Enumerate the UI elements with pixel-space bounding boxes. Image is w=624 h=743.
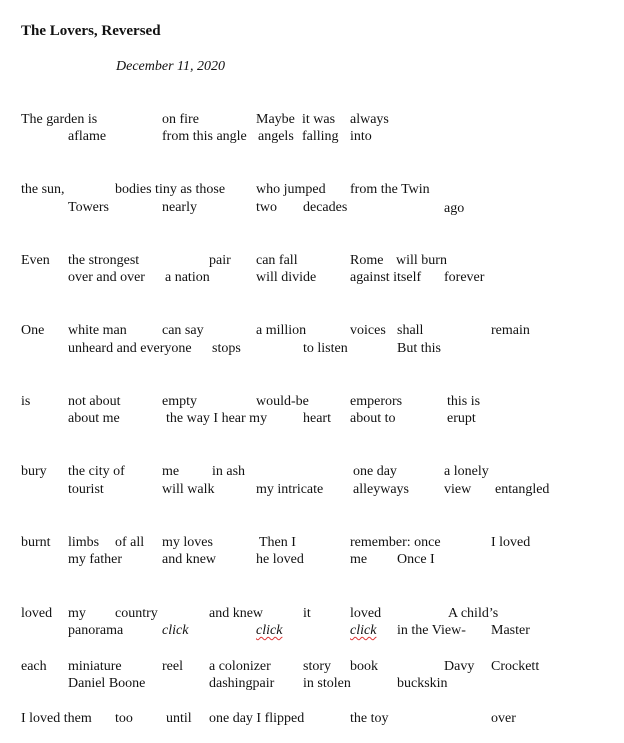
poem-word: erupt <box>447 411 476 426</box>
poem-word: view <box>444 482 472 497</box>
poem-word: Once I <box>397 552 435 567</box>
poem-word: heart <box>303 411 331 426</box>
poem-word: from the Twin <box>350 182 430 197</box>
poem-word: until <box>166 711 192 726</box>
poem-word: But this <box>397 341 441 356</box>
poem-word: I loved them <box>21 711 92 726</box>
poem-word: the way I hear my <box>166 411 268 426</box>
poem-word: stops <box>212 341 241 356</box>
poem-word: reel <box>162 659 183 674</box>
poem-word: loved <box>350 606 382 621</box>
poem-word: about to <box>350 411 396 426</box>
poem-word: tourist <box>68 482 104 497</box>
poem-word: it was <box>302 112 336 127</box>
poem-word: me <box>350 552 368 567</box>
poem-word: the strongest <box>68 253 140 268</box>
poem-word: click <box>256 623 283 638</box>
poem-word: white man <box>68 323 127 338</box>
poem-word: entangled <box>495 482 550 497</box>
poem-word: shall <box>397 323 424 338</box>
poem-word: empty <box>162 394 197 409</box>
poem-word: the toy <box>350 711 389 726</box>
poem-word: about me <box>68 411 120 426</box>
poem-word: click <box>162 623 189 638</box>
poem-word: two <box>256 200 277 215</box>
poem-word: Master <box>491 623 530 638</box>
poem-word: and knew <box>162 552 217 567</box>
poem-word: who jumped <box>256 182 326 197</box>
poem-word: A child’s <box>448 606 499 621</box>
poem-word: bury <box>21 464 47 479</box>
poem-word: alleyways <box>353 482 409 497</box>
poem-word: a lonely <box>444 464 489 479</box>
poem-word: unheard and everyone <box>68 341 192 356</box>
poem-word: I loved <box>491 535 531 550</box>
poem-word: a million <box>256 323 307 338</box>
poem-word: on fire <box>162 112 199 127</box>
poem-word: and knew <box>209 606 264 621</box>
poem-word: story <box>303 659 331 674</box>
poem-word: Even <box>21 253 50 268</box>
poem-word: panorama <box>68 623 124 638</box>
poem-word: Then I <box>259 535 296 550</box>
poem-word: will walk <box>162 482 215 497</box>
poem-word: The garden is <box>21 112 98 127</box>
poem-word: one day <box>353 464 397 479</box>
poem-word: over and over <box>68 270 145 285</box>
poem-word: this is <box>447 394 481 409</box>
poem-word: click <box>350 623 377 638</box>
poem-word: from this angle <box>162 129 247 144</box>
poem-word: each <box>21 659 47 674</box>
poem-word: loved <box>21 606 53 621</box>
poem-word: miniature <box>68 659 122 674</box>
poem-word: bodies tiny as those <box>115 182 226 197</box>
poem-word: falling <box>302 129 339 144</box>
poem-word: can fall <box>256 253 298 268</box>
poem-word: into <box>350 129 372 144</box>
poem-word: a colonizer <box>209 659 271 674</box>
poem-word: a nation <box>165 270 210 285</box>
poem-word: forever <box>444 270 485 285</box>
poem-word: would-be <box>256 394 309 409</box>
poem-title: The Lovers, Reversed <box>21 23 161 39</box>
poem-word: emperors <box>350 394 403 409</box>
poem-word: too <box>115 711 133 726</box>
poem-word: aflame <box>68 129 107 144</box>
poem-word: always <box>350 112 389 127</box>
poem-word: my intricate <box>256 482 324 497</box>
poem-word: not about <box>68 394 121 409</box>
poem-word: country <box>115 606 158 621</box>
poem-word: Rome <box>350 253 384 268</box>
poem-word: nearly <box>162 200 197 215</box>
poem-word: is <box>21 394 31 409</box>
poem-word: to listen <box>303 341 348 356</box>
poem-word: he loved <box>256 552 304 567</box>
poem-word: the sun, <box>21 182 65 197</box>
poem-word: can say <box>162 323 204 338</box>
poem-word: Maybe <box>256 112 295 127</box>
poem-word: pair <box>209 253 231 268</box>
poem-date: December 11, 2020 <box>116 59 225 74</box>
poem-word: Crockett <box>491 659 540 674</box>
poem-word: remember: once <box>350 535 441 550</box>
poem-word: will divide <box>256 270 317 285</box>
poem-word: angels <box>258 129 294 144</box>
poem-word: buckskin <box>397 676 448 691</box>
poem-word: decades <box>303 200 348 215</box>
poem-word: over <box>491 711 516 726</box>
poem-word: me <box>162 464 180 479</box>
poem-word: dashingpair <box>209 676 275 691</box>
poem-word: in ash <box>212 464 246 479</box>
poem-word: Davy <box>444 659 475 674</box>
poem-word: against itself <box>350 270 422 285</box>
poem-word: burnt <box>21 535 51 550</box>
poem-word: remain <box>491 323 530 338</box>
poem-word: my <box>68 606 86 621</box>
poem-word: the city of <box>68 464 125 479</box>
poem-word: in stolen <box>303 676 351 691</box>
poem-word: Towers <box>68 200 110 215</box>
poem-word: One <box>21 323 45 338</box>
poem-word: will burn <box>396 253 447 268</box>
poem-word: one day I flipped <box>209 711 305 726</box>
poem-word: book <box>350 659 378 674</box>
poem-word: limbs <box>68 535 100 550</box>
poem-word: ago <box>444 201 465 216</box>
poem-word: my father <box>68 552 123 567</box>
poem-word: Daniel Boone <box>68 676 146 691</box>
poem-word: of all <box>115 535 145 550</box>
poem-word: in the View- <box>397 623 466 638</box>
poem-word: voices <box>350 323 386 338</box>
poem-word: it <box>303 606 311 621</box>
poem-word: my loves <box>162 535 213 550</box>
